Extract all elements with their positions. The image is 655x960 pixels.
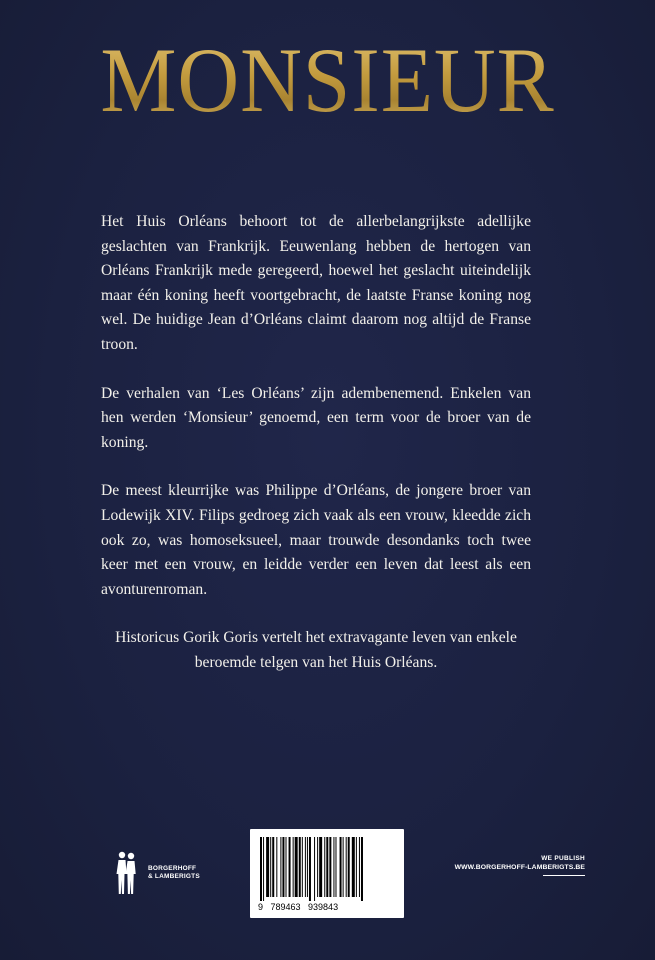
barcode-bar	[289, 837, 291, 897]
barcode-bar	[319, 837, 322, 897]
barcode-bar	[333, 837, 334, 897]
barcode-bar	[359, 837, 360, 897]
blurb-paragraph-1: Het Huis Orléans behoort tot de allerbelangrijkste adellijke geslachten van Frankrijk. Eeuwenlang hebben de hertogen van Orléans Frankrijk mede geregeerd, hoewel het geslacht uiteindelijk maar één koning heeft voortgebracht, de laatste Franse koning nog wel. De huidige Jean d’Orléans claimt daarom nog altijd de Franse troon.	[101, 213, 531, 353]
publisher-url: WWW.BORGERHOFF-LAMBERIGTS.BE	[454, 864, 585, 871]
blurb-text	[101, 210, 531, 700]
barcode-bar	[348, 837, 350, 897]
barcode-bar	[280, 837, 281, 897]
barcode-bar	[299, 837, 301, 897]
barcode-bar	[343, 837, 344, 897]
barcode-bar	[305, 837, 306, 897]
publisher-name-line-1: BORGERHOFF	[148, 865, 197, 872]
barcode-bar	[356, 837, 357, 897]
barcode-bars	[260, 837, 394, 901]
blurb-paragraph-2: De verhalen van ‘Les Orléans’ zijn adembenemend. Enkelen van hen werden ‘Monsieur’ genoemd, een term voor de broer van de koning.	[101, 384, 531, 451]
barcode-bar	[293, 837, 294, 897]
divider	[543, 875, 585, 876]
blurb-paragraph-4: Historicus Gorik Goris vertelt het extravagante leven van enkele beroemde telgen van het Huis Orléans.	[115, 629, 517, 671]
barcode-bar	[282, 837, 284, 897]
barcode-bar	[302, 837, 303, 897]
publisher-imprint	[116, 850, 236, 900]
barcode-bar	[361, 837, 363, 901]
barcode-bar	[346, 837, 347, 897]
barcode-bar	[295, 837, 298, 897]
barcode-bar	[272, 837, 274, 897]
barcode-bar	[309, 837, 311, 901]
publisher-web-block	[430, 855, 585, 876]
we-publish-label: WE PUBLISH	[541, 855, 585, 862]
barcode-bar	[270, 837, 271, 897]
blurb-paragraph-3: De meest kleurrijke was Philippe d’Orléans, de jongere broer van Lodewijk XIV. Filips gedroeg zich vaak als een vrouw, kleedde zich ook zo, was homoseksueel, maar trouwde desondanks toch twee keer met een vrouw, en leidde verder een leven dat leest als een avonturenroman.	[101, 482, 531, 598]
barcode-bar	[276, 837, 277, 897]
barcode-bar	[266, 837, 269, 897]
barcode-bar	[340, 837, 342, 897]
barcode-bar	[314, 837, 315, 901]
barcode-bar	[335, 837, 336, 897]
barcode-bar	[329, 837, 331, 897]
two-figures-logo-icon	[116, 850, 138, 896]
barcode-bar	[352, 837, 355, 897]
book-title: MONSIEUR	[23, 30, 632, 130]
barcode-bar	[286, 837, 287, 897]
publisher-name-line-2: & LAMBERIGTS	[148, 873, 200, 880]
barcode-bar	[260, 837, 262, 901]
publisher-name	[148, 865, 200, 881]
barcode-bar	[317, 837, 318, 897]
isbn-digits: 9 789463 939843	[258, 902, 339, 912]
barcode-bar	[263, 837, 264, 901]
barcode-bar	[326, 837, 328, 897]
barcode-bar	[307, 837, 308, 897]
isbn-barcode	[250, 829, 404, 918]
barcode-bar	[324, 837, 325, 897]
